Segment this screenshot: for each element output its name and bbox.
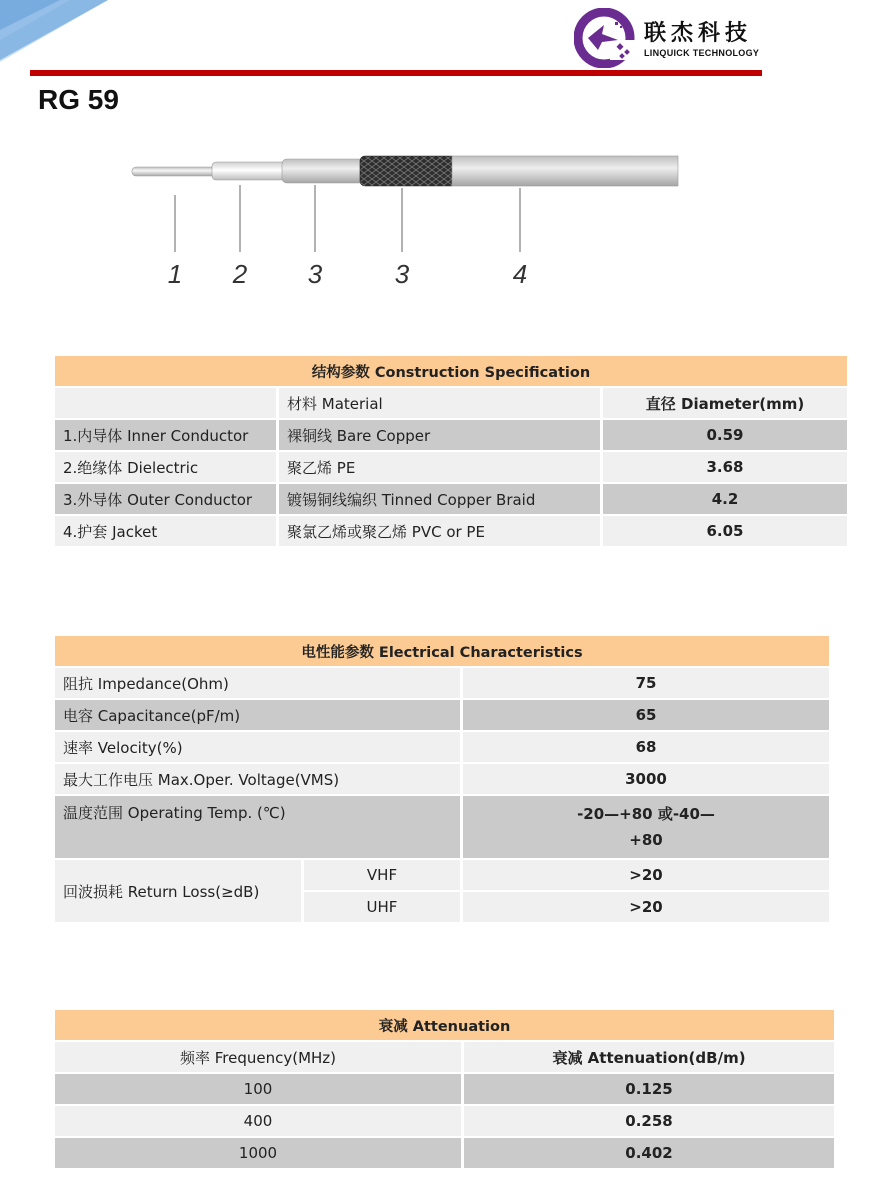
table-row bbox=[55, 452, 847, 482]
column-header: 直径 Diameter(mm) bbox=[603, 388, 847, 418]
dielectric bbox=[212, 162, 286, 180]
inner-conductor bbox=[132, 167, 216, 176]
part-cell: 4.护套 Jacket bbox=[55, 516, 276, 546]
cable-cross-section-diagram bbox=[120, 140, 700, 300]
material-cell: 裸铜线 Bare Copper bbox=[279, 420, 600, 450]
diagram-label: 3 bbox=[307, 259, 323, 289]
corner-decoration bbox=[0, 0, 120, 70]
band-cell: UHF bbox=[304, 892, 460, 922]
logo-emblem-icon bbox=[574, 8, 640, 68]
part-cell: 1.内导体 Inner Conductor bbox=[55, 420, 276, 450]
table-row bbox=[55, 764, 829, 794]
table-row bbox=[55, 1106, 834, 1136]
diameter-cell: 0.59 bbox=[603, 420, 847, 450]
table-row bbox=[55, 700, 829, 730]
part-cell: 2.绝缘体 Dielectric bbox=[55, 452, 276, 482]
diameter-cell: 6.05 bbox=[603, 516, 847, 546]
frequency-cell: 1000 bbox=[55, 1138, 461, 1168]
table-row bbox=[55, 1074, 834, 1104]
material-cell: 聚乙烯 PE bbox=[279, 452, 600, 482]
company-logo bbox=[574, 8, 774, 68]
temp-range-line-1: -20—+80 或-40— bbox=[577, 805, 715, 823]
band-cell: VHF bbox=[304, 860, 460, 890]
table-title: 结构参数 Construction Specification bbox=[55, 356, 847, 386]
table-row bbox=[55, 1138, 834, 1168]
column-header: 衰减 Attenuation(dB/m) bbox=[464, 1042, 834, 1072]
attenuation-cell: 0.258 bbox=[464, 1106, 834, 1136]
page-title: RG 59 bbox=[38, 84, 119, 115]
table-title: 衰减 Attenuation bbox=[55, 1010, 834, 1040]
attenuation-table bbox=[52, 1008, 837, 1170]
attenuation-cell: 0.402 bbox=[464, 1138, 834, 1168]
foil-layer bbox=[282, 159, 364, 183]
table-row bbox=[55, 796, 829, 858]
value-cell: 65 bbox=[463, 700, 829, 730]
electrical-characteristics-table bbox=[52, 634, 832, 924]
value-cell: >20 bbox=[463, 892, 829, 922]
return-loss-label: 回波损耗 Return Loss(≥dB) bbox=[55, 860, 301, 922]
diagram-label: 4 bbox=[512, 259, 528, 289]
material-cell: 镀锡铜线编织 Tinned Copper Braid bbox=[279, 484, 600, 514]
diameter-cell: 3.68 bbox=[603, 452, 847, 482]
frequency-cell: 400 bbox=[55, 1106, 461, 1136]
attenuation-cell: 0.125 bbox=[464, 1074, 834, 1104]
table-row bbox=[55, 420, 847, 450]
table-row bbox=[55, 668, 829, 698]
table-row bbox=[55, 732, 829, 762]
diagram-label: 3 bbox=[394, 259, 410, 289]
frequency-cell: 100 bbox=[55, 1074, 461, 1104]
label-cell: 电容 Capacitance(pF/m) bbox=[55, 700, 460, 730]
braid-layer bbox=[360, 156, 456, 186]
value-cell: 75 bbox=[463, 668, 829, 698]
table-header-row bbox=[55, 388, 847, 418]
table-row bbox=[55, 516, 847, 546]
value-cell: >20 bbox=[463, 860, 829, 890]
outer-jacket bbox=[452, 156, 678, 186]
part-cell: 3.外导体 Outer Conductor bbox=[55, 484, 276, 514]
diagram-label: 1 bbox=[167, 259, 183, 289]
table-row bbox=[55, 484, 847, 514]
value-cell: 68 bbox=[463, 732, 829, 762]
value-cell: 3000 bbox=[463, 764, 829, 794]
material-cell: 聚氯乙烯或聚乙烯 PVC or PE bbox=[279, 516, 600, 546]
label-cell: 最大工作电压 Max.Oper. Voltage(VMS) bbox=[55, 764, 460, 794]
label-cell: 阻抗 Impedance(Ohm) bbox=[55, 668, 460, 698]
label-cell: 温度范围 Operating Temp. (℃) bbox=[55, 796, 460, 858]
diagram-label: 2 bbox=[232, 259, 248, 289]
construction-spec-table bbox=[52, 354, 850, 548]
table-row bbox=[55, 860, 829, 890]
diameter-cell: 4.2 bbox=[603, 484, 847, 514]
temp-range-line-2: +80 bbox=[629, 831, 663, 849]
table-header-row bbox=[55, 1042, 834, 1072]
value-cell bbox=[463, 796, 829, 858]
column-header bbox=[55, 388, 276, 418]
logo-name-cn: 联杰科技 bbox=[644, 21, 753, 46]
label-cell: 速率 Velocity(%) bbox=[55, 732, 460, 762]
table-title: 电性能参数 Electrical Characteristics bbox=[55, 636, 829, 666]
column-header: 材料 Material bbox=[279, 388, 600, 418]
column-header: 频率 Frequency(MHz) bbox=[55, 1042, 461, 1072]
header-rule bbox=[30, 70, 762, 76]
logo-name-en: LINQUICK TECHNOLOGY bbox=[644, 48, 760, 58]
